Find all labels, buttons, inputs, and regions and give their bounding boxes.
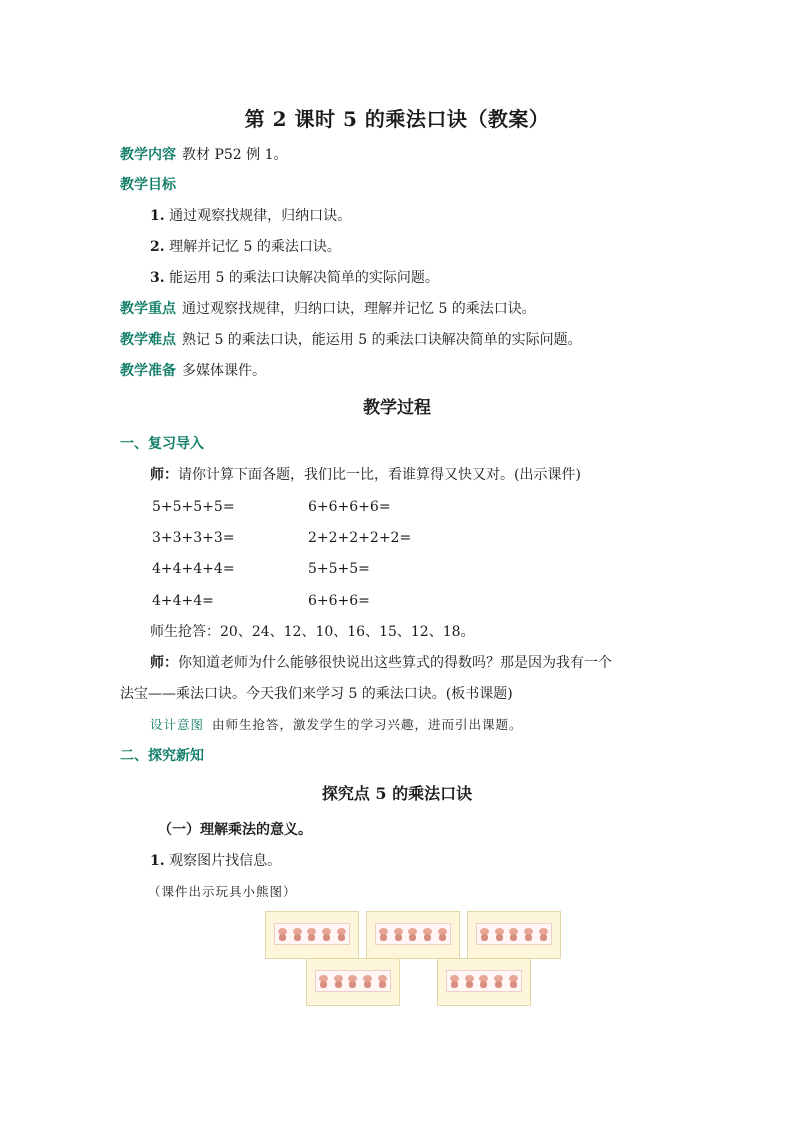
- exercise: 6+6+6+6=: [308, 499, 391, 515]
- bear-icon: [437, 928, 448, 941]
- teacher-prompt: [150, 465, 581, 485]
- bear-strip: [274, 923, 350, 945]
- section1-heading-text: 一、复习导入: [120, 436, 204, 452]
- bear-icon: [277, 928, 288, 941]
- bear-icon: [523, 928, 534, 941]
- goal-item: [150, 206, 351, 226]
- key-row: [120, 299, 536, 319]
- goal-number: 2.: [150, 239, 165, 255]
- exercise: 6+6+6=: [308, 593, 370, 609]
- difficulty-label: 教学难点: [120, 332, 176, 348]
- teacher2-text: 你知道老师为什么能够很快说出这些算式的得数吗？那是因为我有一个: [178, 655, 612, 671]
- difficulty-text: 熟记 5 的乘法口诀，能运用 5 的乘法口诀解决简单的实际问题。: [182, 332, 582, 348]
- bear-icon: [479, 928, 490, 941]
- page-title: 第 2 课时 5 的乘法口诀（教案）: [244, 107, 550, 131]
- bear-group-box: [437, 958, 531, 1006]
- bear-icon: [377, 975, 388, 988]
- teacher2-prefix: 师：: [150, 655, 178, 671]
- process-title: 教学过程: [363, 398, 431, 418]
- goal-item: [150, 268, 439, 288]
- teacher-text: 请你计算下面各题，我们比一比，看谁算得又快又对。(出示课件): [178, 467, 581, 483]
- exercise: 5+5+5=: [308, 561, 370, 577]
- goals-heading: [120, 175, 182, 195]
- bear-icon: [362, 975, 373, 988]
- step-text: 观察图片找信息。: [169, 853, 282, 869]
- goals-label: 教学目标: [120, 177, 176, 193]
- design-intent-label: 设计意图: [150, 717, 205, 732]
- design-intent-text: 由师生抢答，激发学生的学习兴趣，进而引出课题。: [212, 717, 523, 732]
- goal-item: [150, 237, 341, 257]
- bear-strip: [476, 923, 552, 945]
- goal-number: 1.: [150, 208, 165, 224]
- bear-icon: [464, 975, 475, 988]
- bear-icon: [347, 975, 358, 988]
- section1-heading: [120, 434, 210, 454]
- bear-icon: [508, 928, 519, 941]
- bear-strip: [375, 923, 451, 945]
- content-text: 教材 P52 例 1。: [182, 147, 288, 163]
- bear-icon: [336, 928, 347, 941]
- bear-icon: [538, 928, 549, 941]
- bear-icon: [407, 928, 418, 941]
- bear-strip: [446, 970, 522, 992]
- key-text: 通过观察找规律，归纳口诀，理解并记忆 5 的乘法口诀。: [182, 301, 536, 317]
- goal-text: 通过观察找规律，归纳口诀。: [169, 208, 352, 224]
- bear-group-box: [366, 911, 460, 959]
- content-label: 教学内容: [120, 147, 176, 163]
- bear-icon: [493, 975, 504, 988]
- step-item: [150, 851, 281, 871]
- section2-heading: [120, 746, 210, 766]
- content-row: [120, 145, 288, 165]
- answers-line: 师生抢答：20、24、12、10、16、15、12、18。: [150, 624, 475, 640]
- exercise: 5+5+5+5=: [152, 499, 235, 515]
- step-number: 1.: [150, 853, 165, 869]
- bear-icon: [318, 975, 329, 988]
- goal-number: 3.: [150, 270, 165, 286]
- teacher-explanation-line2: 法宝——乘法口诀。今天我们来学习 5 的乘法口诀。(板书课题): [120, 686, 513, 702]
- bear-group-box: [467, 911, 561, 959]
- section2-heading-text: 二、探究新知: [120, 748, 204, 764]
- goal-text: 能运用 5 的乘法口诀解决简单的实际问题。: [169, 270, 439, 286]
- bear-icon: [494, 928, 505, 941]
- difficulty-row: [120, 330, 582, 350]
- goal-text: 理解并记忆 5 的乘法口诀。: [169, 239, 341, 255]
- teacher-explanation-line1: [150, 653, 612, 673]
- bear-icon: [378, 928, 389, 941]
- subsection-title: （一）理解乘法的意义。: [158, 822, 312, 838]
- design-intent: [150, 715, 523, 735]
- bear-strip: [315, 970, 391, 992]
- bear-icon: [393, 928, 404, 941]
- explore-point-title: 探究点 5 的乘法口诀: [321, 784, 473, 803]
- exercise: 2+2+2+2+2=: [308, 530, 412, 546]
- exercise: 4+4+4+4=: [152, 561, 235, 577]
- bear-icon: [292, 928, 303, 941]
- bear-icon: [508, 975, 519, 988]
- bear-icon: [449, 975, 460, 988]
- bear-group-box: [265, 911, 359, 959]
- exercise: 4+4+4=: [152, 593, 214, 609]
- bear-icon: [321, 928, 332, 941]
- prep-label: 教学准备: [120, 363, 176, 379]
- teacher-prefix: 师：: [150, 467, 178, 483]
- courseware-note: （课件出示玩具小熊图）: [148, 884, 297, 899]
- key-label: 教学重点: [120, 301, 176, 317]
- bear-icon: [306, 928, 317, 941]
- bear-icon: [422, 928, 433, 941]
- prep-text: 多媒体课件。: [182, 363, 266, 379]
- exercise: 3+3+3+3=: [152, 530, 235, 546]
- bear-icon: [333, 975, 344, 988]
- prep-row: [120, 361, 266, 381]
- bear-icon: [478, 975, 489, 988]
- bear-group-box: [306, 958, 400, 1006]
